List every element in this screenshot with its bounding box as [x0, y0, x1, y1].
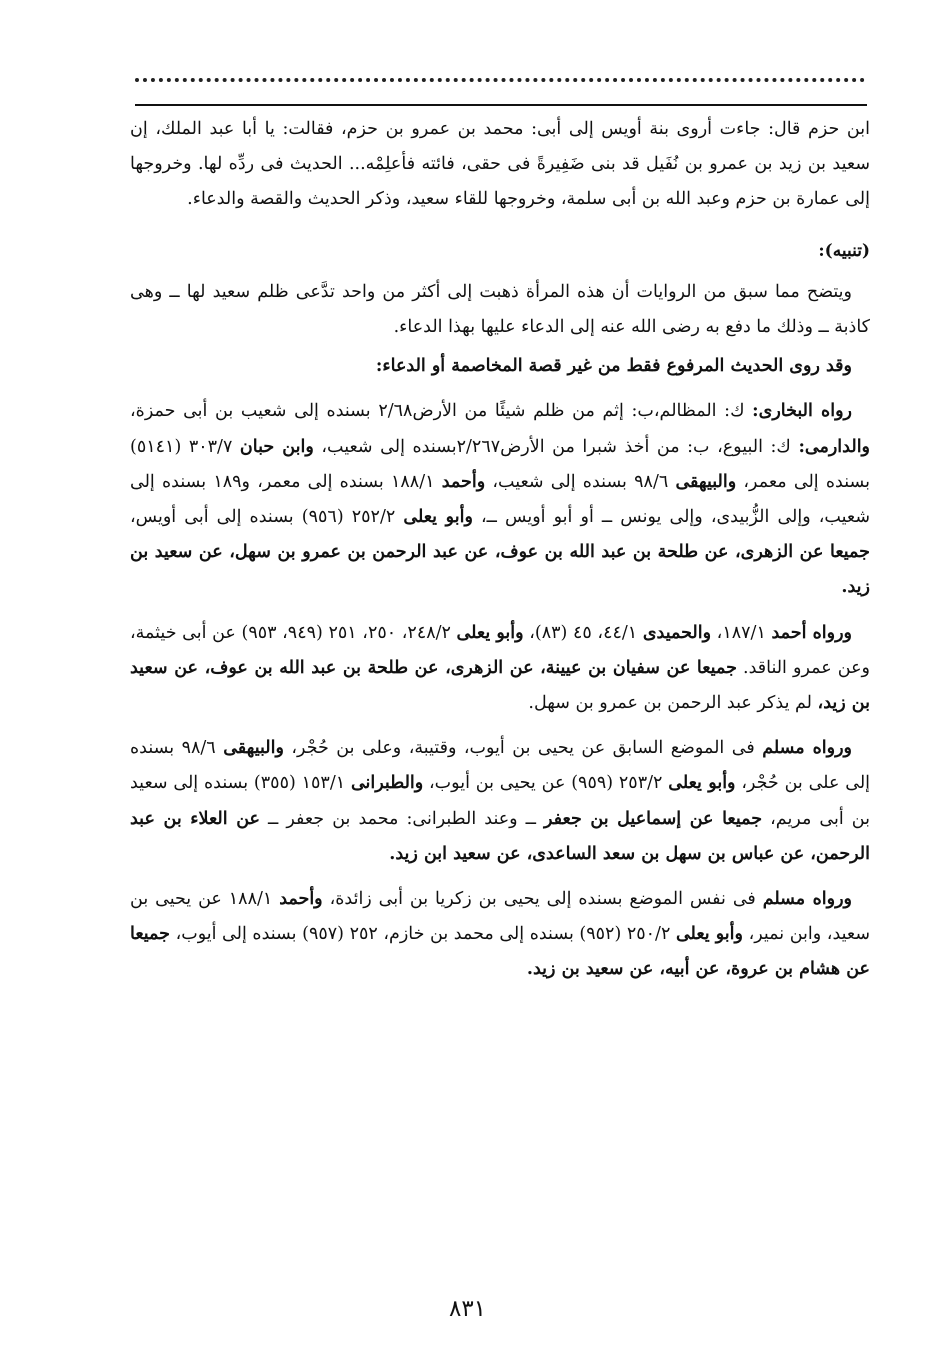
ref-humaydi: والحميدى	[642, 622, 712, 643]
ref-abu-yala: وأبو يعلى	[403, 507, 473, 528]
ref-text: ٢٥٣/٢ (٩٥٩) عن يحيى بن أيوب،	[423, 773, 669, 794]
ref-bayhaqi: والبيهقى	[675, 471, 737, 492]
ref-text: ٢٥٠/٢ (٩٥٢) بسنده إلى محمد بن خازم، ٢٥٢ (٩٥٧) بسنده إلى أيوب،	[170, 924, 676, 945]
ref-text: ١٨٨/١ بسنده إلى معمر، و١٨٩ بسنده إلى شعيب، وإلى الزُّبيدى، وإلى يونس ــ أو أبو أويس ــ،	[130, 471, 871, 528]
ref-chain: جميعا عن هشام بن عروة، عن أبيه، عن سعيد بن زيد.	[130, 924, 870, 980]
ref-muslim: ورواه مسلم	[762, 889, 852, 910]
ref-text: فى الموضع السابق عن يحيى بن أيوب، وقتيبة، وعلى بن حُجْر،	[283, 738, 763, 759]
ref-ibn-hibban: وابن حبان	[239, 436, 314, 457]
ref-abu-yala: وأبو يعلى	[668, 773, 736, 794]
ref-chain: جميعا عن إسماعيل بن جعفر	[544, 808, 763, 829]
paragraph-4	[130, 394, 870, 605]
ref-ahmad: وأحمد	[279, 889, 323, 910]
ref-darimi: والدارمى:	[798, 436, 871, 457]
paragraph-6	[130, 731, 870, 872]
ref-text: ــ وعند الطبرانى: محمد بن جعفر ــ	[259, 808, 545, 829]
note-heading: (تنبيه):	[818, 240, 870, 261]
ref-text: ١٨٨/١ عن يحيى بن سعيد، وابن نمير،	[130, 889, 871, 945]
dotted-separator	[135, 78, 865, 82]
ref-chain: جميعا عن الزهرى، عن طلحة بن عبد الله بن عوف، عن عبد الرحمن بن عمرو بن سهل، عن سعيد بن زيد.	[130, 542, 870, 598]
body-text	[130, 112, 870, 988]
ref-text: ٩٨/٦ بسنده إلى على بن حُجْر،	[130, 738, 871, 794]
ref-abu-yala: وأبو يعلى	[456, 622, 524, 643]
page-number: ٨٣١	[448, 1296, 487, 1322]
ref-text: ٤٤/١، ٤٥ (٨٣)،	[523, 622, 643, 643]
ref-text: ك: المظالم،ب: إثم من ظلم شيئًا من الأرض٢/٦٨ بسنده إلى شعيب بن أبى حمزة،	[130, 401, 753, 422]
ref-ahmad: ورواه أحمد	[771, 622, 852, 643]
ref-muslim: ورواه مسلم	[762, 738, 853, 759]
paragraph-2: ويتضح مما سبق من الروايات أن هذه المرأة ذهبت إلى أكثر من واحد تدَّعى ظلم سعيد لها ــ وهى كاذبة ــ وذلك ما دفع به رضى الله عنه إلى الدعاء عليها بهذا الدعاء.	[130, 281, 870, 338]
ref-chain: جميعا عن سفيان بن عيينة، عن الزهرى، عن طلحة بن عبد الله بن عوف، عن سعيد بن زيد،	[130, 657, 870, 714]
ref-text: ٣٠٣/٧ (٥١٤١) بسنده إلى معمر،	[130, 436, 870, 492]
ref-text: ك: البيوع، ب: من أخذ شبرا من الأرض٢/٢٦٧بسنده إلى شعيب،	[313, 436, 799, 457]
ref-text: ٢٤٨/٢، ٢٥٠، ٢٥١ (٩٤٩، ٩٥٣) عن أبى خيثمة، وعن عمرو الناقد.	[130, 622, 870, 678]
ref-text: ٢٥٢/٢ (٩٥٦) بسنده إلى أبى أويس،	[130, 507, 404, 528]
ref-text: ٩٨/٦ بسنده إلى شعيب،	[485, 471, 676, 492]
ref-chain: عن العلاء بن عبد الرحمن، عن عباس بن سهل بن سعد الساعدى، عن سعيد ابن زيد.	[130, 808, 870, 864]
paragraph-7	[130, 882, 870, 988]
ref-ahmad: وأحمد	[441, 471, 486, 492]
ref-text: ١٥٣/١ (٣٥٥) بسنده إلى سعيد بن أبى مريم،	[130, 773, 870, 829]
paragraph-3: وقد روى الحديث المرفوع فقط من غير قصة المخاصمة أو الدعاء:	[375, 356, 852, 377]
ref-text: ١٨٧/١،	[711, 622, 772, 643]
paragraph-5	[130, 616, 870, 722]
ref-text: لم يذكر عبد الرحمن بن عمرو بن سهل.	[528, 693, 818, 714]
ref-tabarani: والطبرانى	[350, 773, 424, 794]
ref-text: فى نفس الموضع بسنده إلى يحيى بن زكريا بن أبى زائدة،	[322, 889, 763, 910]
top-rule	[135, 104, 867, 106]
ref-abu-yala: وأبو يعلى	[675, 924, 743, 945]
ref-bayhaqi: والبيهقى	[223, 738, 284, 759]
paragraph-1: ابن حزم قال: جاءت أروى بنة أويس إلى أبى: محمد بن عمرو بن حزم، فقالت: يا أبا عبد الملك، إن سعيد بن زيد بن عمرو بن نُفَيل قد بنى ضَفِيرةً فى حقى، فائته فأعلِمْه... الحديث فى ردِّه لها. وخروجها إلى عمارة بن حزم وعبد الله بن أبى سلمة، وخروجها للقاء سعيد، وذكر الحديث والقصة والدعاء.	[130, 119, 870, 210]
ref-bukhari: رواه البخارى:	[752, 401, 852, 422]
